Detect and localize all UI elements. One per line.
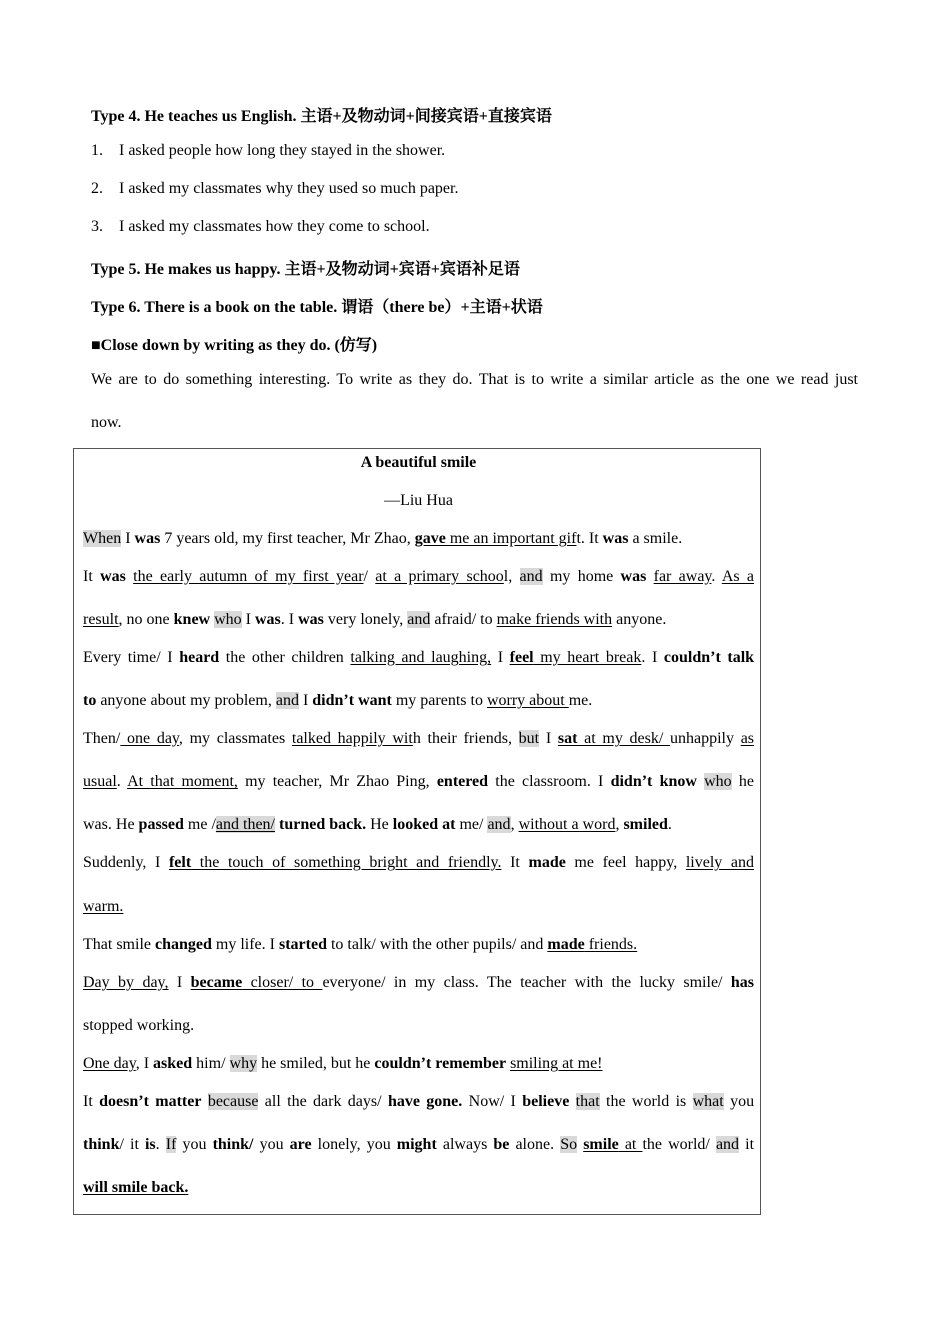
story-text: he xyxy=(731,773,754,790)
verb-bold: heard xyxy=(179,649,220,666)
story-text: . I xyxy=(280,611,299,628)
story-text: anyone. xyxy=(612,611,667,628)
close-down-heading: ■Close down by writing as they do. (仿写) xyxy=(91,337,378,354)
story-text: my teacher, Mr Zhao Ping, xyxy=(237,773,437,790)
story-text: 7 years old, my first teacher, Mr Zhao, xyxy=(160,530,415,547)
story-text: It xyxy=(83,1093,100,1110)
phrase-underline: friends. xyxy=(584,936,638,953)
verb-bold: made xyxy=(528,854,566,871)
type5-formula: 主语+及物动词+宾语+宾语补足语 xyxy=(284,261,520,278)
verb-bold: turned back. xyxy=(279,816,367,833)
verb-bold: smiled xyxy=(623,816,668,833)
verb-bold: was xyxy=(134,530,161,547)
phrase-underline: make friends with xyxy=(496,611,613,628)
verb-bold: was xyxy=(602,530,629,547)
story-text: Now/ I xyxy=(462,1093,523,1110)
story-text: me/ xyxy=(455,816,488,833)
story-text: . xyxy=(667,816,672,833)
story-text: It xyxy=(83,568,101,585)
conjunction-highlight: If xyxy=(165,1136,177,1153)
phrase-underline: warm. xyxy=(83,898,124,915)
verb-bold: entered xyxy=(436,773,489,790)
verb-bold: think xyxy=(83,1136,120,1153)
verb-bold: passed xyxy=(138,816,184,833)
story-box xyxy=(73,448,761,1215)
verb-bold: have gone. xyxy=(387,1093,463,1110)
conjunction-highlight: and xyxy=(487,816,511,833)
story-text: unhappily xyxy=(670,730,741,747)
verb-bold: didn’t know xyxy=(610,773,697,790)
story-line xyxy=(83,568,754,586)
phrase-underline: without a word xyxy=(518,816,616,833)
type4-heading xyxy=(91,103,552,126)
story-text: you xyxy=(253,1136,290,1153)
verb-bold-underline: will smile back. xyxy=(83,1179,189,1196)
phrase-underline: worry about xyxy=(486,692,569,709)
example-text: I asked my classmates how they come to school. xyxy=(119,218,430,235)
phrase-underline: at a primary schoo xyxy=(375,568,504,585)
verb-bold: didn’t want xyxy=(312,692,392,709)
conjunction-highlight: that xyxy=(575,1093,600,1110)
story-text: my home xyxy=(542,568,621,585)
story-text: all the dark days/ xyxy=(258,1093,388,1110)
conjunction-highlight: and xyxy=(407,611,431,628)
story-text: he smiled, but he xyxy=(257,1055,375,1072)
verb-bold-underline: feel xyxy=(509,649,534,666)
phrase-underline: the early autumn of my first year xyxy=(133,568,364,585)
verb-bold: looked at xyxy=(392,816,456,833)
story-text: I xyxy=(298,692,313,709)
phrase-underline: result xyxy=(83,611,119,628)
story-line xyxy=(83,1093,754,1111)
phrase-underline: closer/ to xyxy=(242,974,323,991)
conjunction-highlight: why xyxy=(229,1055,258,1072)
story-text: lonely, you xyxy=(311,1136,397,1153)
phrase-underline: far away xyxy=(653,568,712,585)
verb-bold: asked xyxy=(153,1055,193,1072)
intro-line-2: now. xyxy=(91,414,122,431)
story-text: me feel happy, xyxy=(565,854,686,871)
story-text: to talk/ with the other pupils/ and xyxy=(326,936,548,953)
type4-formula: 主语+及物动词+间接宾语+直接宾语 xyxy=(300,108,552,125)
story-text: . xyxy=(116,773,128,790)
verb-bold: was xyxy=(620,568,647,585)
story-text: Every time/ I xyxy=(83,649,180,666)
story-text: , xyxy=(615,816,624,833)
conjunction-highlight: and then/ xyxy=(215,816,275,833)
conjunction-highlight: who xyxy=(214,611,242,628)
story-text: anyone about my problem, xyxy=(96,692,276,709)
story-line xyxy=(83,1055,754,1073)
phrase-underline: As a xyxy=(721,568,755,585)
story-line xyxy=(83,854,754,872)
verb-bold: was xyxy=(100,568,126,585)
verb-bold-underline: gave xyxy=(414,530,446,547)
story-text: stopped working. xyxy=(83,1017,195,1034)
verb-bold: think/ xyxy=(212,1136,254,1153)
story-text: I xyxy=(121,530,135,547)
example-text: I asked my classmates why they used so much paper. xyxy=(119,180,459,197)
story-text: him/ xyxy=(192,1055,230,1072)
verb-bold: might xyxy=(396,1136,437,1153)
story-text: the other children xyxy=(219,649,351,666)
story-text xyxy=(646,568,653,585)
verb-bold: to xyxy=(83,692,97,709)
phrase-underline: one day xyxy=(120,730,179,747)
conjunction-highlight: and xyxy=(519,568,543,585)
story-text: afraid/ to xyxy=(430,611,497,628)
story-text: very lonely, xyxy=(323,611,408,628)
story-line xyxy=(83,1136,754,1154)
story-text: me. xyxy=(568,692,593,709)
example-number: 3. xyxy=(91,218,103,235)
verb-bold: be xyxy=(493,1136,510,1153)
story-text: . xyxy=(711,568,722,585)
type4-label: Type 4. He teaches us English. xyxy=(91,108,297,125)
verb-bold: has xyxy=(730,974,755,991)
story-text: . I xyxy=(641,649,664,666)
phrase-underline: One day xyxy=(83,1055,136,1072)
phrase-underline: Day by day, xyxy=(83,974,169,991)
story-text: you xyxy=(723,1093,755,1110)
story-line xyxy=(83,611,754,629)
example-1 xyxy=(91,142,445,160)
verb-bold: couldn’t talk xyxy=(663,649,755,666)
verb-bold-underline: sat xyxy=(557,730,578,747)
conjunction-highlight: because xyxy=(207,1093,259,1110)
conjunction-highlight: who xyxy=(704,773,732,790)
example-number: 1. xyxy=(91,142,103,159)
story-line xyxy=(83,649,754,667)
verb-bold: was xyxy=(255,611,281,628)
story-text: my parents to xyxy=(391,692,487,709)
story-text: everyone/ in my class. The teacher with the lucky smile/ xyxy=(322,974,731,991)
story-line xyxy=(83,730,754,748)
story-text: h their friends, xyxy=(412,730,519,747)
verb-bold: started xyxy=(278,936,327,953)
story-text: He xyxy=(366,816,393,833)
story-text: . xyxy=(155,1136,166,1153)
story-text: l, xyxy=(503,568,520,585)
example-2 xyxy=(91,180,458,198)
story-text: / xyxy=(363,568,376,585)
example-3 xyxy=(91,218,430,236)
story-line xyxy=(83,773,754,791)
phrase-underline: usual xyxy=(83,773,117,790)
story-text: I xyxy=(491,649,510,666)
story-text: me / xyxy=(183,816,216,833)
verb-bold: doesn’t matter xyxy=(99,1093,202,1110)
story-text: It xyxy=(501,854,529,871)
story-text: , no one xyxy=(118,611,174,628)
story-text: it xyxy=(739,1136,755,1153)
conjunction-highlight: When xyxy=(83,530,122,547)
phrase-underline: as xyxy=(740,730,755,747)
story-text xyxy=(569,1093,575,1110)
conjunction-highlight: So xyxy=(560,1136,578,1153)
story-line xyxy=(83,974,754,992)
story-text: you xyxy=(176,1136,213,1153)
story-text: Then/ xyxy=(83,730,121,747)
story-text: I xyxy=(241,611,255,628)
story-line xyxy=(83,816,754,834)
type5-heading xyxy=(91,256,520,279)
type6-heading xyxy=(91,294,543,317)
verb-bold: changed xyxy=(154,936,212,953)
story-text: the world is xyxy=(599,1093,693,1110)
story-text: , my classmates xyxy=(178,730,292,747)
story-title: A beautiful smile xyxy=(360,454,477,471)
story-line xyxy=(83,936,754,954)
story-line xyxy=(83,1017,754,1035)
type6-label: Type 6. There is a book on the table. xyxy=(91,299,338,316)
verb-bold-underline: made xyxy=(547,936,585,953)
phrase-underline: At that moment, xyxy=(127,773,238,790)
phrase-underline: at xyxy=(618,1136,643,1153)
intro-line-1: We are to do something interesting. To write as they do. That is to write a similar article as the one we read just xyxy=(91,371,858,388)
verb-bold-underline: smile xyxy=(583,1136,619,1153)
story-line xyxy=(83,1179,754,1197)
story-text: , xyxy=(510,816,519,833)
verb-bold-underline: became xyxy=(190,974,243,991)
phrase-underline: the touch of something bright and friendly. xyxy=(191,854,502,871)
story-text: t. It xyxy=(576,530,603,547)
story-text: my life. I xyxy=(211,936,279,953)
phrase-underline: lively and xyxy=(685,854,755,871)
story-text: the classroom. I xyxy=(488,773,611,790)
conjunction-highlight: what xyxy=(692,1093,724,1110)
story-text: I xyxy=(539,730,558,747)
verb-bold-underline: felt xyxy=(168,854,192,871)
story-text: / it xyxy=(119,1136,145,1153)
conjunction-highlight: and xyxy=(715,1136,740,1153)
verb-bold: knew xyxy=(173,611,211,628)
conjunction-highlight: but xyxy=(518,730,540,747)
story-author: —Liu Hua xyxy=(384,492,453,509)
phrase-underline: at my desk/ xyxy=(577,730,670,747)
story-text: That smile xyxy=(83,936,155,953)
phrase-underline: talking and laughing, xyxy=(350,649,492,666)
story-text xyxy=(201,1093,207,1110)
story-text: Suddenly, I xyxy=(83,854,169,871)
phrase-underline: talked happily wit xyxy=(291,730,413,747)
story-text: was. He xyxy=(83,816,139,833)
story-text: a smile. xyxy=(628,530,683,547)
story-text: the world/ xyxy=(642,1136,716,1153)
verb-bold: was xyxy=(298,611,324,628)
type6-formula: 谓语（there be）+主语+状语 xyxy=(341,299,543,316)
phrase-underline: smiling at me! xyxy=(510,1055,603,1072)
story-text: I xyxy=(168,974,191,991)
phrase-underline: my heart break xyxy=(533,649,642,666)
example-text: I asked people how long they stayed in the shower. xyxy=(119,142,446,159)
example-number: 2. xyxy=(91,180,103,197)
story-text: alone. xyxy=(509,1136,561,1153)
type5-label: Type 5. He makes us happy. xyxy=(91,261,281,278)
phrase-underline: me an important gif xyxy=(445,530,577,547)
conjunction-highlight: and xyxy=(275,692,299,709)
story-text: always xyxy=(436,1136,494,1153)
story-line xyxy=(83,898,754,916)
story-text: , I xyxy=(135,1055,154,1072)
verb-bold: are xyxy=(289,1136,312,1153)
verb-bold: is xyxy=(144,1136,156,1153)
story-line xyxy=(83,692,754,710)
verb-bold: believe xyxy=(522,1093,570,1110)
story-line xyxy=(83,530,754,548)
verb-bold: couldn’t remember xyxy=(374,1055,507,1072)
